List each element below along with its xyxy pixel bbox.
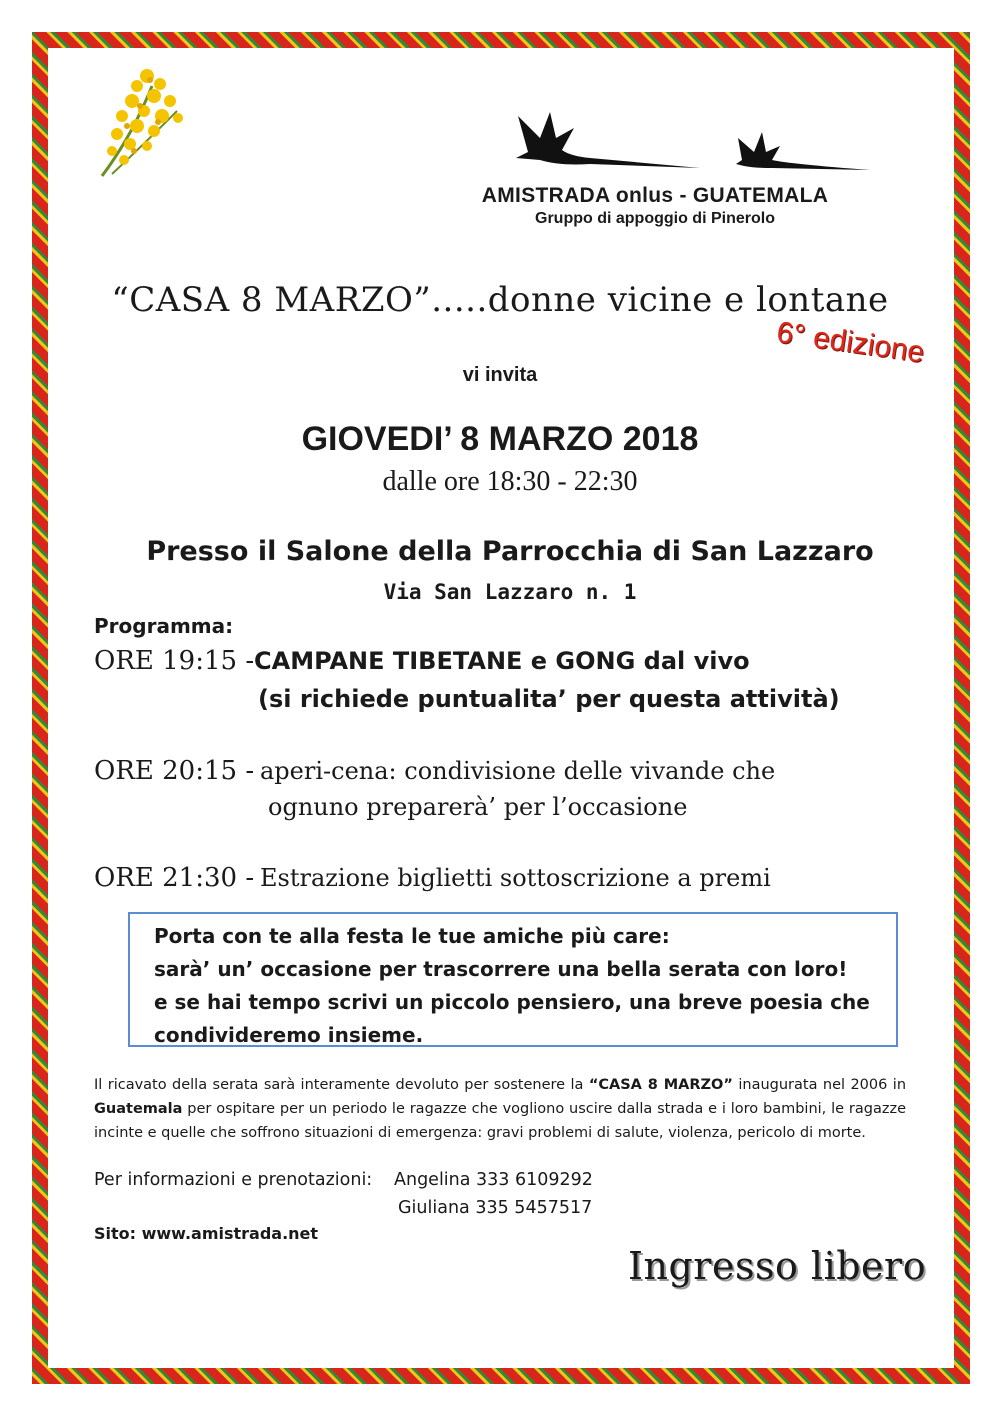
contact-angelina: Angelina 333 6109292	[394, 1170, 593, 1190]
organization-subtitle: Gruppo di appoggio di Pinerolo	[535, 210, 775, 227]
description-bold-2: Guatemala	[94, 1101, 183, 1117]
program-activity-1: CAMPANE TIBETANE e GONG dal vivo	[254, 647, 750, 675]
note-line-1: Porta con te alla festa le tue amiche più care:	[154, 924, 670, 948]
description-part-2: inaugurata nel 2006 in	[738, 1077, 907, 1093]
program-activity-3: Estrazione biglietti sottoscrizione a premi	[260, 864, 771, 892]
program-time-3: ORE 21:30 -	[94, 863, 255, 893]
note-line-4: condivideremo insieme.	[154, 1023, 424, 1047]
program-label: Programma:	[94, 614, 234, 638]
edition-badge: 6° edizione	[774, 315, 927, 370]
quetzal-birds-logo	[510, 108, 870, 180]
program-activity-1-note: (si richiede puntualita’ per questa attività)	[258, 685, 840, 713]
description-part-1: Il ricavato della serata sarà interamente devoluto per sostenere la	[94, 1077, 584, 1093]
invite-text: vi invita	[462, 364, 538, 386]
program-activity-2: aperi-cena: condivisione delle vivande che	[260, 757, 776, 785]
program-activity-2-cont: ognuno preparerà’ per l’occasione	[268, 793, 688, 821]
mimosa-flower-image	[92, 56, 192, 184]
event-title: “CASA 8 MARZO”.....donne vicine e lontane	[111, 280, 889, 320]
event-hours: dalle ore 18:30 - 22:30	[382, 466, 638, 497]
note-line-2: sarà’ un’ occasione per trascorrere una bella serata con loro!	[154, 957, 848, 981]
description-bold-1: “CASA 8 MARZO”	[588, 1077, 733, 1093]
website-link[interactable]: Sito: www.amistrada.net	[94, 1224, 319, 1243]
note-line-3: e se hai tempo scrivi un piccolo pensiero, una breve poesia che	[154, 990, 870, 1014]
event-date: GIOVEDI’ 8 MARZO 2018	[301, 420, 699, 458]
description-paragraph	[94, 1073, 906, 1145]
program-time-1: ORE 19:15 -	[94, 646, 255, 676]
description-part-3: per ospitare per un periodo le ragazze che vogliono uscire dalla strada e i loro bambini, le ragazze incinte e quelle che soffrono situazioni di emergenza: gravi problemi di salute, violenza, pericolo di morte.	[94, 1101, 907, 1141]
organization-name: AMISTRADA onlus - GUATEMALA	[481, 184, 829, 207]
contact-label: Per informazioni e prenotazioni:	[94, 1170, 373, 1190]
event-address: Via San Lazzaro n. 1	[383, 580, 637, 604]
contact-giuliana: Giuliana 335 5457517	[398, 1198, 593, 1218]
program-time-2: ORE 20:15 -	[94, 756, 255, 786]
invitation-note-box	[128, 912, 898, 1047]
event-venue: Presso il Salone della Parrocchia di San Lazzaro	[146, 536, 874, 567]
free-entry-text: Ingresso libero	[628, 1244, 927, 1288]
